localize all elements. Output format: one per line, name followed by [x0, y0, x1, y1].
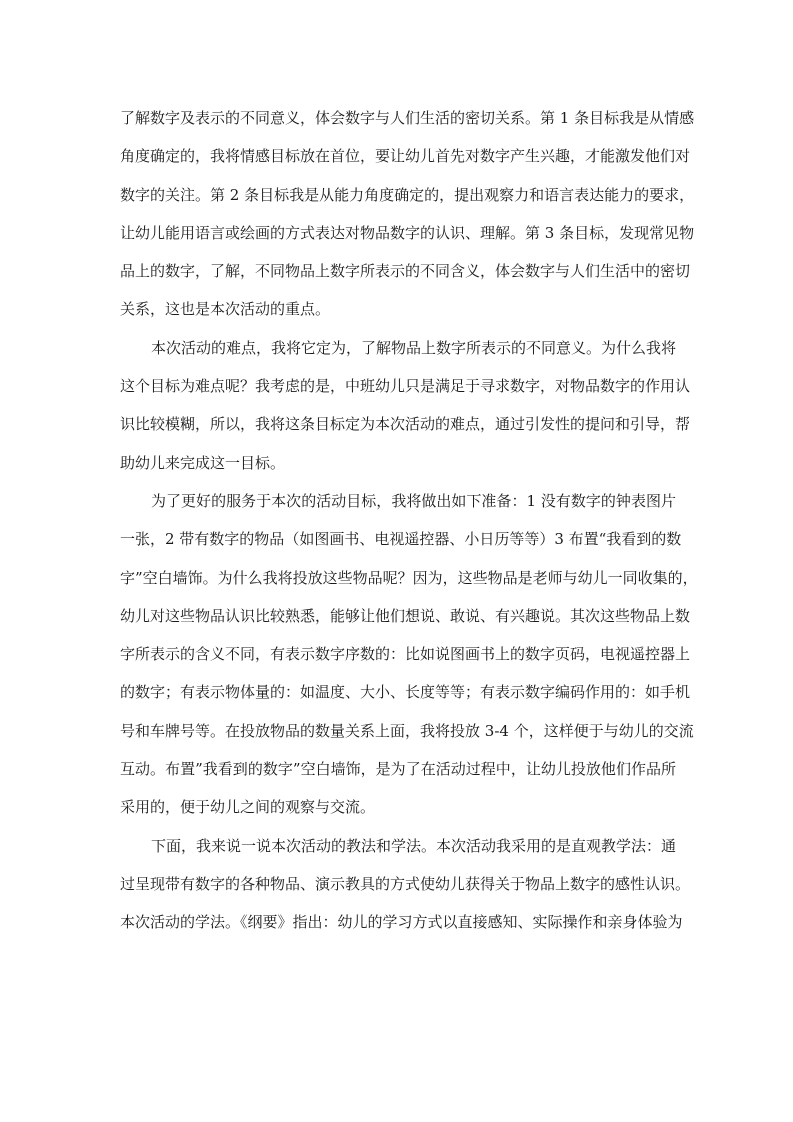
text-line: 采用的，便于幼儿之间的观察与交流。 [120, 798, 376, 817]
text-line: 幼儿对这些物品认识比较熟悉，能够让他们想说、敢说、有兴趣说。其次这些物品上数 [120, 606, 691, 625]
text-line: 让幼儿能用语言或绘画的方式表达对物品数字的认识、理解。第 3 条目标，发现常见物 [120, 223, 695, 242]
text-line: 角度确定的，我将情感目标放在首位，要让幼儿首先对数字产生兴趣，才能激发他们对 [120, 147, 691, 166]
paragraph-methods [120, 827, 691, 942]
text-line: 一张，2 带有数字的物品（如图画书、电视遥控器、小日历等等）3 布置“我看到的数 [120, 530, 682, 549]
text-line: 的数字；有表示物体量的：如温度、大小、长度等等；有表示数字编码作用的：如手机 [120, 683, 691, 702]
text-line: 这个目标为难点呢？我考虑的是，中班幼儿只是满足于寻求数字，对物品数字的作用认 [120, 377, 691, 396]
text-line: 下面，我来说一说本次活动的教法和学法。本次活动我采用的是直观教学法：通 [151, 836, 677, 855]
text-line: 过呈现带有数字的各种物品、演示教具的方式使幼儿获得关于物品上数字的感性认识。 [120, 874, 691, 893]
text-line: 字”空白墙饰。为什么我将投放这些物品呢？因为，这些物品是老师与幼儿一同收集的， [120, 568, 698, 587]
text-line: 互动。布置”我看到的数字”空白墙饰，是为了在活动过程中，让幼儿投放他们作品所 [120, 760, 676, 779]
text-line: 本次活动的难点，我将它定为，了解物品上数字所表示的不同意义。为什么我将 [151, 338, 677, 357]
document-page [120, 99, 698, 942]
text-line: 识比较模糊，所以，我将这条目标定为本次活动的难点，通过引发性的提问和引导，帮 [120, 415, 691, 434]
text-line: 为了更好的服务于本次的活动目标，我将做出如下准备：1 没有数字的钟表图片 [151, 491, 676, 510]
paragraph-difficulty [120, 329, 691, 482]
text-line: 本次活动的学法。《纲要》指出：幼儿的学习方式以直接感知、实际操作和亲身体验为 [120, 913, 683, 932]
paragraph-goals [120, 99, 695, 329]
text-line: 数字的关注。第 2 条目标我是从能力角度确定的，提出观察力和语言表达能力的要求， [120, 185, 695, 204]
text-line: 助幼儿来完成这一目标。 [120, 453, 286, 472]
text-line: 了解数字及表示的不同意义，体会数字与人们生活的密切关系。第 1 条目标我是从情感 [120, 109, 695, 127]
text-line: 关系，这也是本次活动的重点。 [120, 300, 331, 319]
text-line: 品上的数字，了解，不同物品上数字所表示的不同含义，体会数字与人们生活中的密切 [120, 262, 691, 281]
text-line: 号和车牌号等。在投放物品的数量关系上面，我将投放 3-4 个，这样便于与幼儿的交流 [120, 721, 694, 740]
text-line: 字所表示的含义不同，有表示数字序数的：比如说图画书上的数字页码，电视遥控器上 [120, 645, 691, 664]
paragraph-preparation [120, 482, 698, 827]
